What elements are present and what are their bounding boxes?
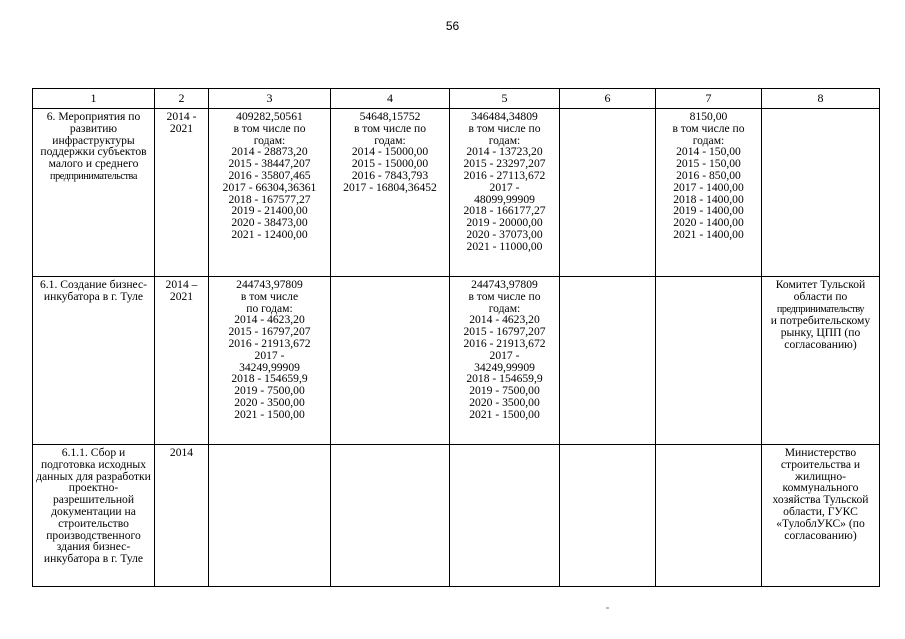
- table-row: [33, 109, 880, 277]
- scan-speck: [606, 607, 609, 609]
- local-funding-cell: [560, 445, 656, 587]
- column-header: 6: [560, 89, 656, 109]
- executor-cell: [762, 277, 880, 445]
- other-funding-cell: [656, 445, 762, 587]
- column-header: 4: [331, 89, 450, 109]
- total-funding-cell: [209, 445, 331, 587]
- federal-funding-cell: 54648,15752 в том числе по годам: 2014 - 15000,00 2015 - 15000,00 2016 - 7843,793 2017 - 16804,36452: [331, 109, 450, 277]
- table-row: [33, 277, 880, 445]
- column-header: 5: [450, 89, 560, 109]
- regional-funding-cell: 346484,34809 в том числе по годам: 2014 - 13723,20 2015 - 23297,207 2016 - 27113,672 2017 - 48099,99909 2018 - 166177,27 2019 - 20000,00 2020 - 37073,00 2021 - 11000,00: [450, 109, 560, 277]
- executor-line: Комитет Тульской области по: [775, 278, 866, 303]
- total-funding-cell: 409282,50561 в том числе по годам: 2014 - 28873,20 2015 - 38447,207 2016 - 35807,465 2017 - 66304,36361 2018 - 167577,27 2019 - 21400,00 2020 - 38473,00 2021 - 12400,00: [209, 109, 331, 277]
- federal-funding-cell: [331, 445, 450, 587]
- period-cell: 2014 – 2021: [155, 277, 209, 445]
- table-row: [33, 445, 880, 587]
- executor-line: и потребительскому рынку, ЦПП (по согласованию): [770, 314, 871, 351]
- regional-funding-cell: 244743,97809 в том числе по годам: 2014 - 4623,20 2015 - 16797,207 2016 - 21913,672 2017 - 34249,99909 2018 - 154659,9 2019 - 7500,00 2020 - 3500,00 2021 - 1500,00: [450, 277, 560, 445]
- other-funding-cell: 8150,00 в том числе по годам: 2014 - 150,00 2015 - 150,00 2016 - 850,00 2017 - 1400,00 2018 - 1400,00 2019 - 1400,00 2020 - 1400,00 2021 - 1400,00: [656, 109, 762, 277]
- header-row: [33, 89, 880, 109]
- column-header: 1: [33, 89, 155, 109]
- federal-funding-cell: [331, 277, 450, 445]
- column-header: 3: [209, 89, 331, 109]
- column-header: 2: [155, 89, 209, 109]
- measure-name-cell: 6.1.1. Сбор и подготовка исходных данных для разработки проектно-разрешительной документации на строительство производственного здания бизнес-инкубатора в г. Туле: [33, 445, 155, 587]
- column-header: 7: [656, 89, 762, 109]
- executor-cell: Министерство строительства и жилищно-коммунального хозяйства Тульской области, ГУКС «ТулоблУКС» (по согласованию): [762, 445, 880, 587]
- measures-table: [32, 88, 880, 587]
- measure-name-cell: [33, 109, 155, 277]
- executor-cell: [762, 109, 880, 277]
- regional-funding-cell: [450, 445, 560, 587]
- measure-name: 6. Мероприятия по развитию инфраструктуры поддержки субъектов малого и среднего: [40, 110, 147, 171]
- period-cell: 2014: [155, 445, 209, 587]
- column-header: 8: [762, 89, 880, 109]
- total-funding-cell: 244743,97809 в том числе по годам: 2014 - 4623,20 2015 - 16797,207 2016 - 21913,672 2017 - 34249,99909 2018 - 154659,9 2019 - 7500,00 2020 - 3500,00 2021 - 1500,00: [209, 277, 331, 445]
- local-funding-cell: [560, 277, 656, 445]
- measure-name-tail: предпринимательства: [50, 170, 137, 182]
- period-cell: 2014 - 2021: [155, 109, 209, 277]
- other-funding-cell: [656, 277, 762, 445]
- measure-name-cell: 6.1. Создание бизнес-инкубатора в г. Туле: [33, 277, 155, 445]
- executor-line: предпринимательству: [776, 303, 865, 315]
- local-funding-cell: [560, 109, 656, 277]
- page-number: 56: [445, 19, 460, 33]
